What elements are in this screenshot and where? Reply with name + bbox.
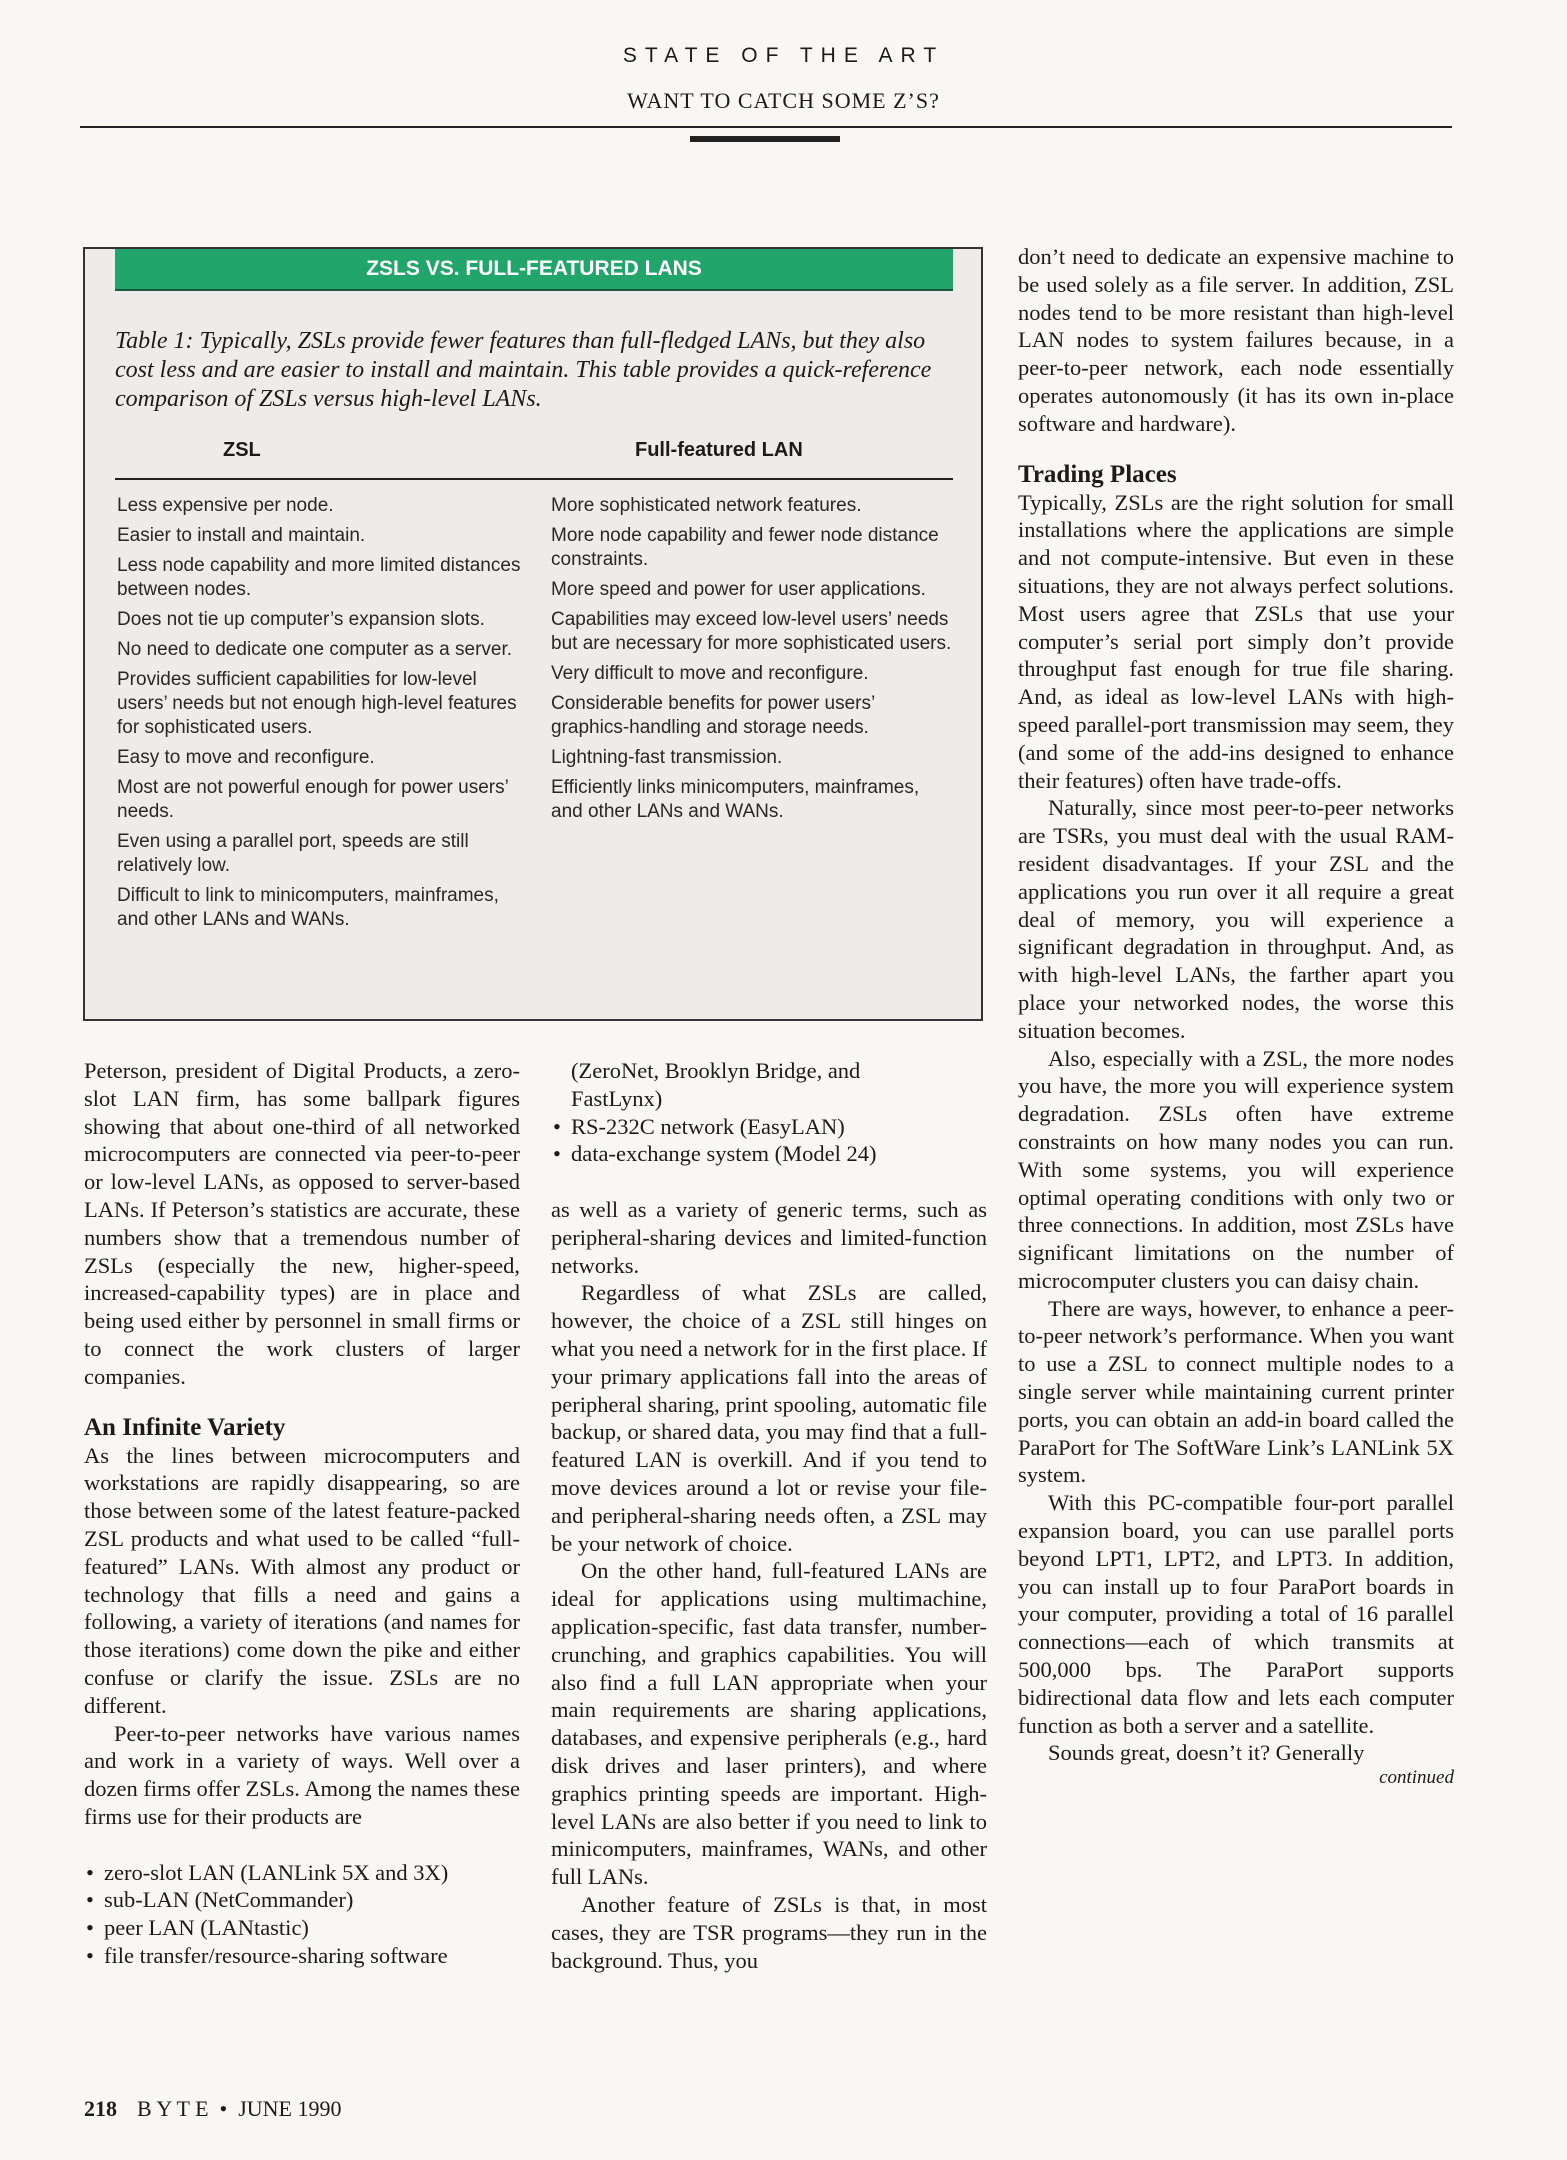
table-cell: Difficult to link to minicomputers, mainframes, and other LANs and WANs. [117,885,499,930]
header-rule [80,126,1452,128]
table-cell: More sophisticated network features. [551,495,862,516]
paragraph: don’t need to dedicate an expensive machine to be used solely as a file server. In addition, ZSL nodes tend to be more resistant than high-level LAN nodes to system failures because, in a peer-to-peer network, each node essentially operates autonomously (it has its own in-place software and hardware). [1018,244,1454,436]
paragraph: Regardless of what ZSLs are called, however, the choice of a ZSL still hinges on what you need a network for in the first place. If your primary applications fall into the areas of peripheral sharing, print spooling, automatic file backup, or shared data, you may find that a full-featured LAN is overkill. And if you tend to move devices around a lot or revise your file- and peripheral-sharing needs often, a ZSL may be your network of choice. [551,1280,987,1556]
list-item: • file transfer/resource-sharing software [84,1942,520,1970]
table-cell: Less node capability and more limited distances between nodes. [117,555,521,600]
page-footer [84,2096,342,2122]
bullet-list [551,1113,987,1169]
paragraph: With this PC-compatible four-port parallel expansion board, you can use parallel ports beyond LPT1, LPT2, and LPT3. In addition, you can install up to four ParaPort boards in your computer, providing a total of 16 parallel connections—each of which transmits at 500,000 bps. The ParaPort supports bidirectional data flow and lets each computer function as both a server and a satellite. [1018,1490,1454,1738]
comparison-table [83,247,983,1021]
table-caption: Table 1: Typically, ZSLs provide fewer features than full-fledged LANs, but they also cost less and are easier to install and maintain. This table provides a quick-reference comparison of ZSLs versus high-level LANs. [115,328,932,412]
table-rule [115,478,953,480]
table-cell: Less expensive per node. [117,495,334,516]
section-kicker: STATE OF THE ART [622,44,945,67]
column-middle [551,1057,987,1974]
list-item: • zero-slot LAN (LANLink 5X and 3X) [84,1859,520,1887]
paragraph: Peer-to-peer networks have various names and work in a variety of ways. Well over a dozen firms offer ZSLs. Among the names these firms use for their products are [84,1720,520,1829]
paragraph: On the other hand, full-featured LANs are ideal for applications using multimachine, application-specific, fast data transfer, number-crunching, and graphics capabilities. You will also find a full LAN appropriate when your main requirements are sharing applications, databases, and expensive peripherals (e.g., hard disk drives and laser printers), and where graphics printing speeds are important. High-level LANs are also better if you need to link to minicomputers, mainframes, WANs, and other full LANs. [551,1558,987,1890]
list-item: • RS-232C network (EasyLAN) [551,1113,987,1141]
paragraph: As the lines between microcomputers and workstations are rapidly disappearing, so are those between some of the latest feature-packed ZSL products and what used to be called “full-featured” LANs. With almost any product or technology that fills a need and gains a following, a variety of iterations (and names for those iterations) come down the pike and either confuse or clarify the issue. ZSLs are no different. [84,1442,520,1718]
paragraph: Peterson, president of Digital Products, a zero-slot LAN firm, has some ballpark figures showing that about one-third of all networked microcomputers are connected via peer-to-peer or low-level LANs, as opposed to server-based LANs. If Peterson’s statistics are accurate, these numbers show that a tremendous number of ZSLs (especially the new, higher-speed, increased-capability types) are in place and being used either by personnel in small firms or to connect the work clusters of larger companies. [84,1058,520,1389]
table-title: ZSLS VS. FULL-FEATURED LANS [115,249,953,291]
list-item-continuation: (ZeroNet, Brooklyn Bridge, and FastLynx) [571,1058,861,1111]
table-cell: More node capability and fewer node distance constraints. [551,525,939,570]
column-left [84,1057,520,1970]
table-cell: Capabilities may exceed low-level users’ needs but are necessary for more sophisticated users. [551,609,952,654]
subheading: Trading Places [1018,460,1177,488]
list-item: • peer LAN (LANtastic) [84,1914,520,1942]
paragraph: Typically, ZSLs are the right solution for small installations where the applications are simple and not compute-intensive. But even in these situations, they are not always perfect solutions. Most users agree that ZSLs that use your computer’s serial port simply don’t provide throughput fast enough for true file sharing. And, as ideal as low-level LANs with high-speed parallel-port transmission may seem, they (and some of the add-ins designed to enhance their features) often have trade-offs. [1018,489,1454,793]
table-cell: Considerable benefits for power users’ graphics-handling and storage needs. [551,693,875,738]
list-item: • data-exchange system (Model 24) [551,1140,987,1168]
paragraph: Also, especially with a ZSL, the more nodes you have, the more you will experience system degradation. ZSLs often have extreme constraints on how many nodes you can run. With some systems, you will experience optimal operating conditions with only two or three connections. In addition, most ZSLs have significant limitations on the number of microcomputer clusters you can daisy chain. [1018,1045,1454,1293]
bullet-list [84,1859,520,1970]
paragraph: Another feature of ZSLs is that, in most cases, they are TSR programs—they run in the background. Thus, you [551,1891,987,1973]
paragraph: as well as a variety of generic terms, such as peripheral-sharing devices and limited-function networks. [551,1196,987,1278]
paragraph: Naturally, since most peer-to-peer networks are TSRs, you must deal with the usual RAM-resident disadvantages. If your ZSL and the applications you run over it all require a great deal of memory, you will experience a significant degradation in throughput. And, as with high-level LANs, the farther apart you place your networked nodes, the worse this situation becomes. [1018,795,1454,1043]
table-cell: Even using a parallel port, speeds are still relatively low. [117,831,469,876]
column-right [1018,243,1454,1789]
header-accent-bar [690,136,840,142]
column-header-full-lan: Full-featured LAN [635,439,803,461]
table-cell: No need to dedicate one computer as a server. [117,639,513,660]
list-item: • sub-LAN (NetCommander) [84,1886,520,1914]
table-cell: Easy to move and reconfigure. [117,747,375,768]
page-number: 218 [84,2096,117,2121]
full-lan-column [551,494,956,830]
magazine-issue: B Y T E • JUNE 1990 [137,2096,342,2121]
paragraph: Sounds great, doesn’t it? Generally [1048,1740,1365,1766]
table-cell: Most are not powerful enough for power users’ needs. [117,777,509,822]
paragraph: There are ways, however, to enhance a peer-to-peer network’s performance. When you want to use a ZSL to connect multiple nodes to a single server while maintaining current printer ports, you can obtain an add-in board called the ParaPort for The SoftWare Link’s LANLink 5X system. [1018,1295,1454,1488]
continued-note: continued [1379,1767,1454,1789]
table-cell: Lightning-fast transmission. [551,747,783,768]
subheading: An Infinite Variety [84,1413,286,1441]
table-cell: Efficiently links minicomputers, mainframes, and other LANs and WANs. [551,777,920,822]
table-cell: Provides sufficient capabilities for low-level users’ needs but not enough high-level features for sophisticated users. [117,669,517,738]
table-cell: Easier to install and maintain. [117,525,366,546]
article-headline: WANT TO CATCH SOME Z’S? [627,88,940,113]
table-cell: More speed and power for user applications. [551,579,926,600]
zsl-column [117,494,522,938]
table-cell: Does not tie up computer’s expansion slots. [117,609,485,630]
table-cell: Very difficult to move and reconfigure. [551,663,869,684]
column-header-zsl: ZSL [223,439,261,461]
